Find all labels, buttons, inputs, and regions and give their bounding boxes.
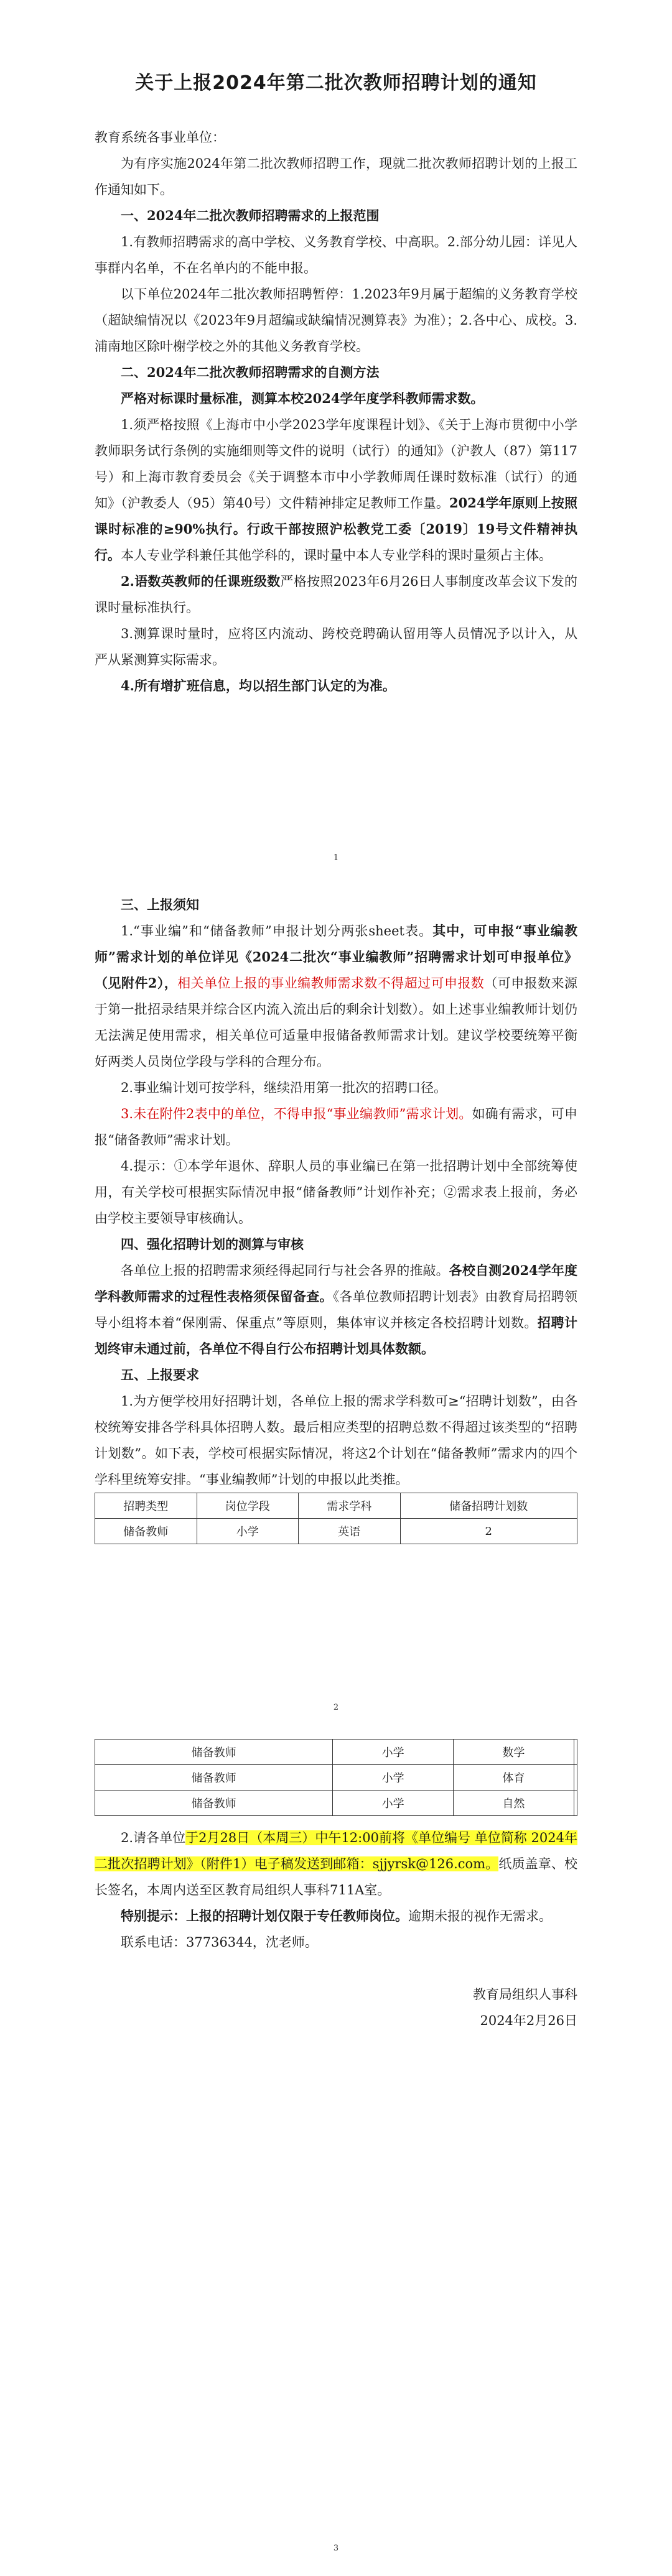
section-3-para-1-text: 1.“事业编”和“储备教师”申报计划分两张sheet表。 xyxy=(121,924,433,938)
page-number-1: 1 xyxy=(333,853,339,863)
table-cell: 体育 xyxy=(454,1765,574,1791)
section-5-heading: 五、上报要求 xyxy=(121,1367,199,1383)
special-note-bold: 特别提示：上报的招聘计划仅限于专任教师岗位。 xyxy=(121,1908,408,1924)
table-cell: 储备教师 xyxy=(95,1765,333,1791)
plan-table xyxy=(95,1493,577,1544)
page-2 xyxy=(0,883,672,1729)
section-3-para-1-tail: （可申报数来源于第一批招录结果并综合区内流入流出后的剩余计划数）。如上述事业编教师计划仍无法满足使用需求，相关单位可适量申报储备教师需求计划。建议学校要统筹平衡好两类人员岗位学段与学科的合理分布。 xyxy=(95,976,577,1069)
section-3-para-3 xyxy=(95,1101,577,1153)
section-1-para-2: 以下单位2024年二批次教师招聘暂停：1.2023年9月属于超编的义务教育学校（超缺编情况以《2023年9月超编或缺编情况测算表》为准）；2.各中心、成校。3.浦南地区除叶榭学校之外的其他义务教育学校。 xyxy=(95,287,577,354)
section-2-para-1-tail: 本人专业学科兼任其他学科的，课时量中本人专业学科的课时量须占主体。 xyxy=(121,548,552,563)
section-3-para-4: 4.提示：①本学年退休、辞职人员的事业编已在第一批招聘计划中全部统筹使用，有关学校可根据实际情况申报“储备教师”计划作补充；②需求表上报前，务必由学校主要领导审核确认。 xyxy=(95,1159,577,1226)
section-4-para-bold-tail: 招聘计划终审未通过前，各单位不得自行公布招聘计划具体数额。 xyxy=(95,1315,578,1356)
page-1-body xyxy=(95,67,577,699)
table-header-row xyxy=(95,1493,577,1519)
section-4-para-mid: 《各单位教师招聘计划表》由教育局招聘领导小组将本着“保刚需、保重点”等原则，集体审议并核定各校招聘计划数。 xyxy=(95,1289,577,1330)
table-cell: 小学 xyxy=(197,1519,299,1544)
section-3-para-1-red: 相关单位上报的事业编教师需求数不得超过可申报数 xyxy=(177,976,485,991)
section-3-para-1-bold: 其中，可申报“事业编教师”需求计划的单位详见《2024二批次“事业编教师”招聘需求计划可申报单位》（见附件2）， xyxy=(95,923,577,991)
page-3-body xyxy=(95,1739,577,2034)
section-2-para-2-text: 严格按照2023年6月26日人事制度改革会议下发的课时量标准执行。 xyxy=(95,574,578,615)
section-2-para-4: 4.所有增扩班信息，均以招生部门认定的为准。 xyxy=(121,678,396,693)
table-cell: 英语 xyxy=(299,1519,401,1544)
section-3-para-1 xyxy=(95,918,577,1075)
table-row xyxy=(95,1765,577,1791)
intro-paragraph: 为有序实施2024年第二批次教师招聘工作，现就二批次教师招聘计划的上报工作通知如下。 xyxy=(95,156,577,197)
section-4-para-bold: 各校自测2024学年度学科教师需求的过程性表格须保留备查。 xyxy=(95,1263,578,1304)
section-3-heading: 三、上报须知 xyxy=(121,897,199,912)
page-3 xyxy=(0,1729,672,2576)
page-1 xyxy=(0,0,672,883)
special-note-text: 逾期未报的视作无需求。 xyxy=(408,1909,552,1924)
section-3-para-3-red: 3.未在附件2表中的单位，不得申报“事业编教师”需求计划。 xyxy=(121,1106,472,1121)
document-title: 关于上报2024年第二批次教师招聘计划的通知 xyxy=(135,72,537,94)
section-4-heading: 四、强化招聘计划的测算与审核 xyxy=(121,1236,304,1252)
table-cell: 2 xyxy=(400,1519,577,1544)
section-2-para-2 xyxy=(95,568,577,621)
table-row xyxy=(95,1740,577,1765)
table-cell: 小学 xyxy=(333,1765,454,1791)
signature-date: 2024年2月26日 xyxy=(480,2013,577,2028)
table-header-cell: 需求学科 xyxy=(299,1493,401,1519)
section-1-para-1: 1.有教师招聘需求的高中学校、义务教育学校、中高职。2.部分幼儿园：详见人事群内名单，不在名单内的不能申报。 xyxy=(95,234,577,276)
table-row xyxy=(95,1791,577,1816)
table-cell: 储备教师 xyxy=(95,1791,333,1816)
section-2-para-1-text: 1.须严格按照《上海市中小学2023学年度课程计划》、《关于上海市贯彻中小学教师职务试行条例的实施细则等文件的说明（试行）的通知》（沪教人（87）第117号）和上海市教育委员会《关于调整本市中小学教师周任课时数标准（试行）的通知》（沪教委人（95）第40号）文件精神排定足教师工作量。 xyxy=(95,417,577,511)
section-2-para-2-bold: 2.语数英教师的任课班级数 xyxy=(121,573,281,589)
special-note xyxy=(95,1903,577,1929)
section-3-para-2: 2.事业编计划可按学科，继续沿用第一批次的招聘口径。 xyxy=(121,1080,447,1095)
table-cell xyxy=(574,1765,577,1791)
table-cell: 储备教师 xyxy=(95,1740,333,1765)
section-5-para-2-tail: 纸质盖章、校长签名，本周内送至区教育局组织人事科711A室。 xyxy=(95,1856,578,1897)
section-5-para-2-text: 2.请各单位 xyxy=(121,1830,186,1845)
table-cell: 小学 xyxy=(333,1791,454,1816)
section-5-para-1: 1.为方便学校用好招聘计划，各单位上报的需求学科数可≥“招聘计划数”，由各校统筹安排各学科具体招聘人数。最后相应类型的招聘总数不得超过该类型的“招聘计划数”。如下表，学校可根据实际情况，将这2个计划在“储备教师”需求内的四个学科里统筹安排。“事业编教师”计划的申报以此类推。 xyxy=(95,1394,577,1487)
table-header-cell: 岗位学段 xyxy=(197,1493,299,1519)
table-cell: 储备教师 xyxy=(95,1519,197,1544)
table-header-cell: 储备招聘计划数 xyxy=(400,1493,577,1519)
deadline-highlight: 于2月28日（本周三）中午12:00前将《单位编号 单位简称 2024年二批次招聘计划》（附件1）电子稿发送到邮箱：sjjyrsk@126.com。 xyxy=(95,1830,577,1871)
contact-info: 联系电话：37736344，沈老师。 xyxy=(121,1935,318,1950)
section-1-heading: 一、2024年二批次教师招聘需求的上报范围 xyxy=(121,208,380,223)
plan-table-continued xyxy=(95,1739,577,1816)
greeting: 教育系统各事业单位： xyxy=(95,130,225,145)
table-cell xyxy=(574,1791,577,1816)
table-cell: 自然 xyxy=(454,1791,574,1816)
section-3-para-3-text: 如确有需求，可申报“储备教师”需求计划。 xyxy=(95,1106,578,1147)
table-row xyxy=(95,1519,577,1544)
table-cell: 小学 xyxy=(333,1740,454,1765)
section-4-para xyxy=(95,1258,577,1362)
page-number-3: 3 xyxy=(333,2544,339,2553)
section-2-para-1 xyxy=(95,412,577,568)
page-number-2: 2 xyxy=(333,1703,339,1712)
section-2-para-1-bold: 2024学年原则上按照课时标准的≥90%执行。行政干部按照沪松教党工委〔2019〕19号文件精神执行。 xyxy=(95,495,577,563)
section-2-lead: 严格对标课时量标准，测算本校2024学年度学科教师需求数。 xyxy=(121,391,484,406)
section-2-para-3: 3.测算课时量时，应将区内流动、跨校竞聘确认留用等人员情况予以计入，从严从紧测算实际需求。 xyxy=(95,626,577,667)
section-4-para-text: 各单位上报的招聘需求须经得起同行与社会各界的推敲。 xyxy=(121,1263,449,1278)
page-2-body xyxy=(95,892,577,1544)
signature-org: 教育局组织人事科 xyxy=(473,1987,577,2002)
table-cell: 数学 xyxy=(454,1740,574,1765)
table-cell xyxy=(574,1740,577,1765)
section-2-heading: 二、2024年二批次教师招聘需求的自测方法 xyxy=(121,364,380,380)
table-header-cell: 招聘类型 xyxy=(95,1493,197,1519)
section-5-para-2 xyxy=(95,1825,577,1903)
